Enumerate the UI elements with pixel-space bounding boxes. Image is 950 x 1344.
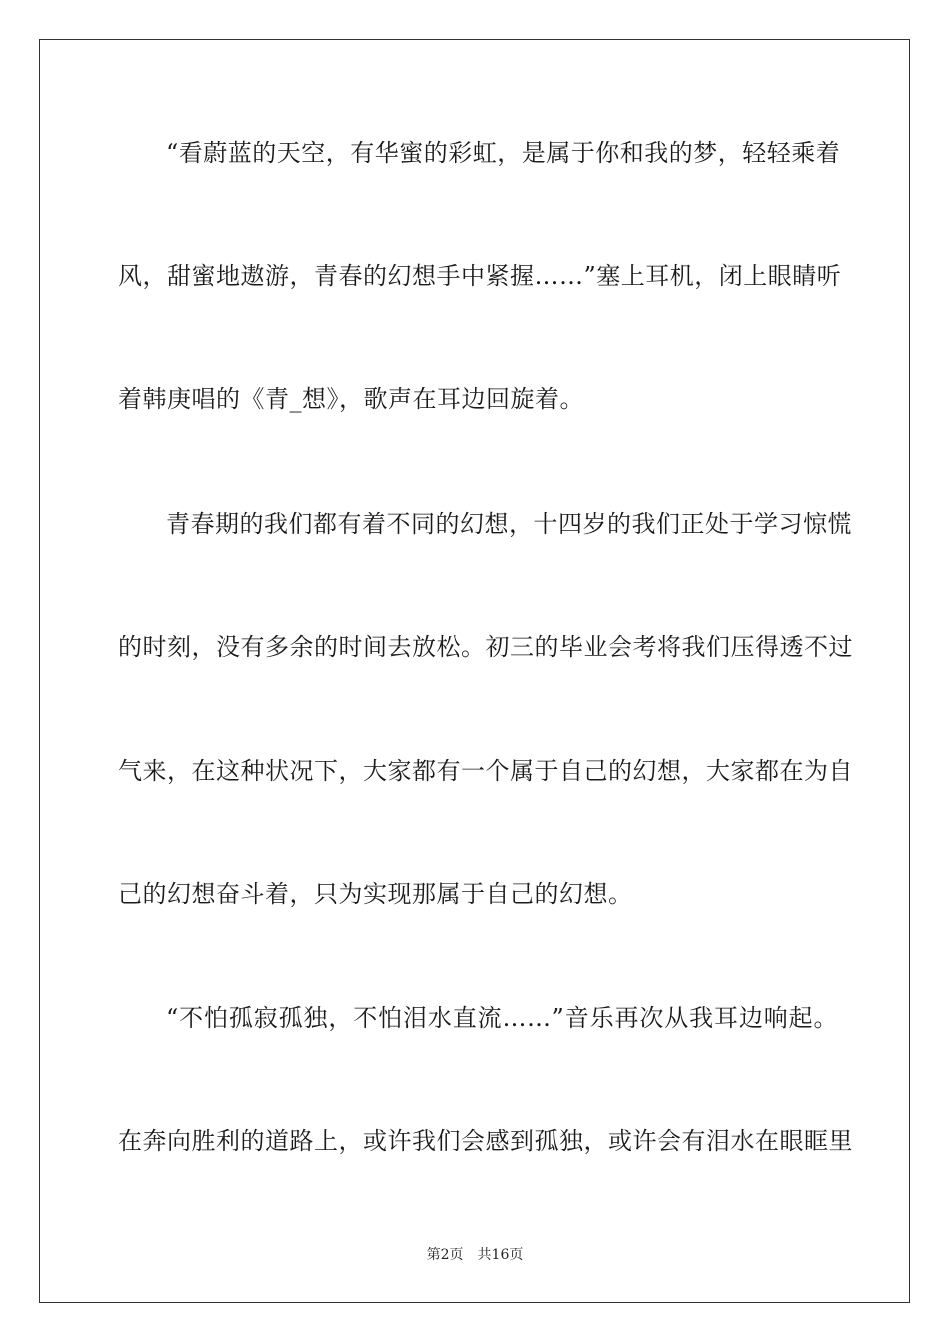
page-total: 共16页 (477, 1247, 524, 1263)
page-border (39, 39, 910, 1303)
paragraph-line: “不怕孤寂孤独，不怕泪水直流……”音乐再次从我耳边响起。 (166, 1004, 838, 1032)
paragraph-line: 己的幻想奋斗着，只为实现那属于自己的幻想。 (118, 880, 633, 908)
paragraph-line: 风，甜蜜地遨游，青春的幻想手中紧握……”塞上耳机，闭上眼睛听 (118, 262, 842, 290)
paragraph-line: “看蔚蓝的天空，有华蜜的彩虹，是属于你和我的梦，轻轻乘着 (166, 139, 841, 167)
page-footer (0, 1246, 950, 1264)
page-number: 第2页 (426, 1247, 464, 1263)
paragraph-line: 青春期的我们都有着不同的幻想，十四岁的我们正处于学习惊慌 (166, 510, 852, 538)
paragraph-line: 着韩庚唱的《青_想》，歌声在耳边回旋着。 (118, 385, 584, 413)
paragraph-line: 气来，在这种状况下，大家都有一个属于自己的幻想，大家都在为自 (118, 757, 853, 785)
paragraph-line: 的时刻，没有多余的时间去放松。初三的毕业会考将我们压得透不过 (118, 633, 853, 661)
paragraph-line: 在奔向胜利的道路上，或许我们会感到孤独，或许会有泪水在眼眶里 (118, 1127, 853, 1155)
